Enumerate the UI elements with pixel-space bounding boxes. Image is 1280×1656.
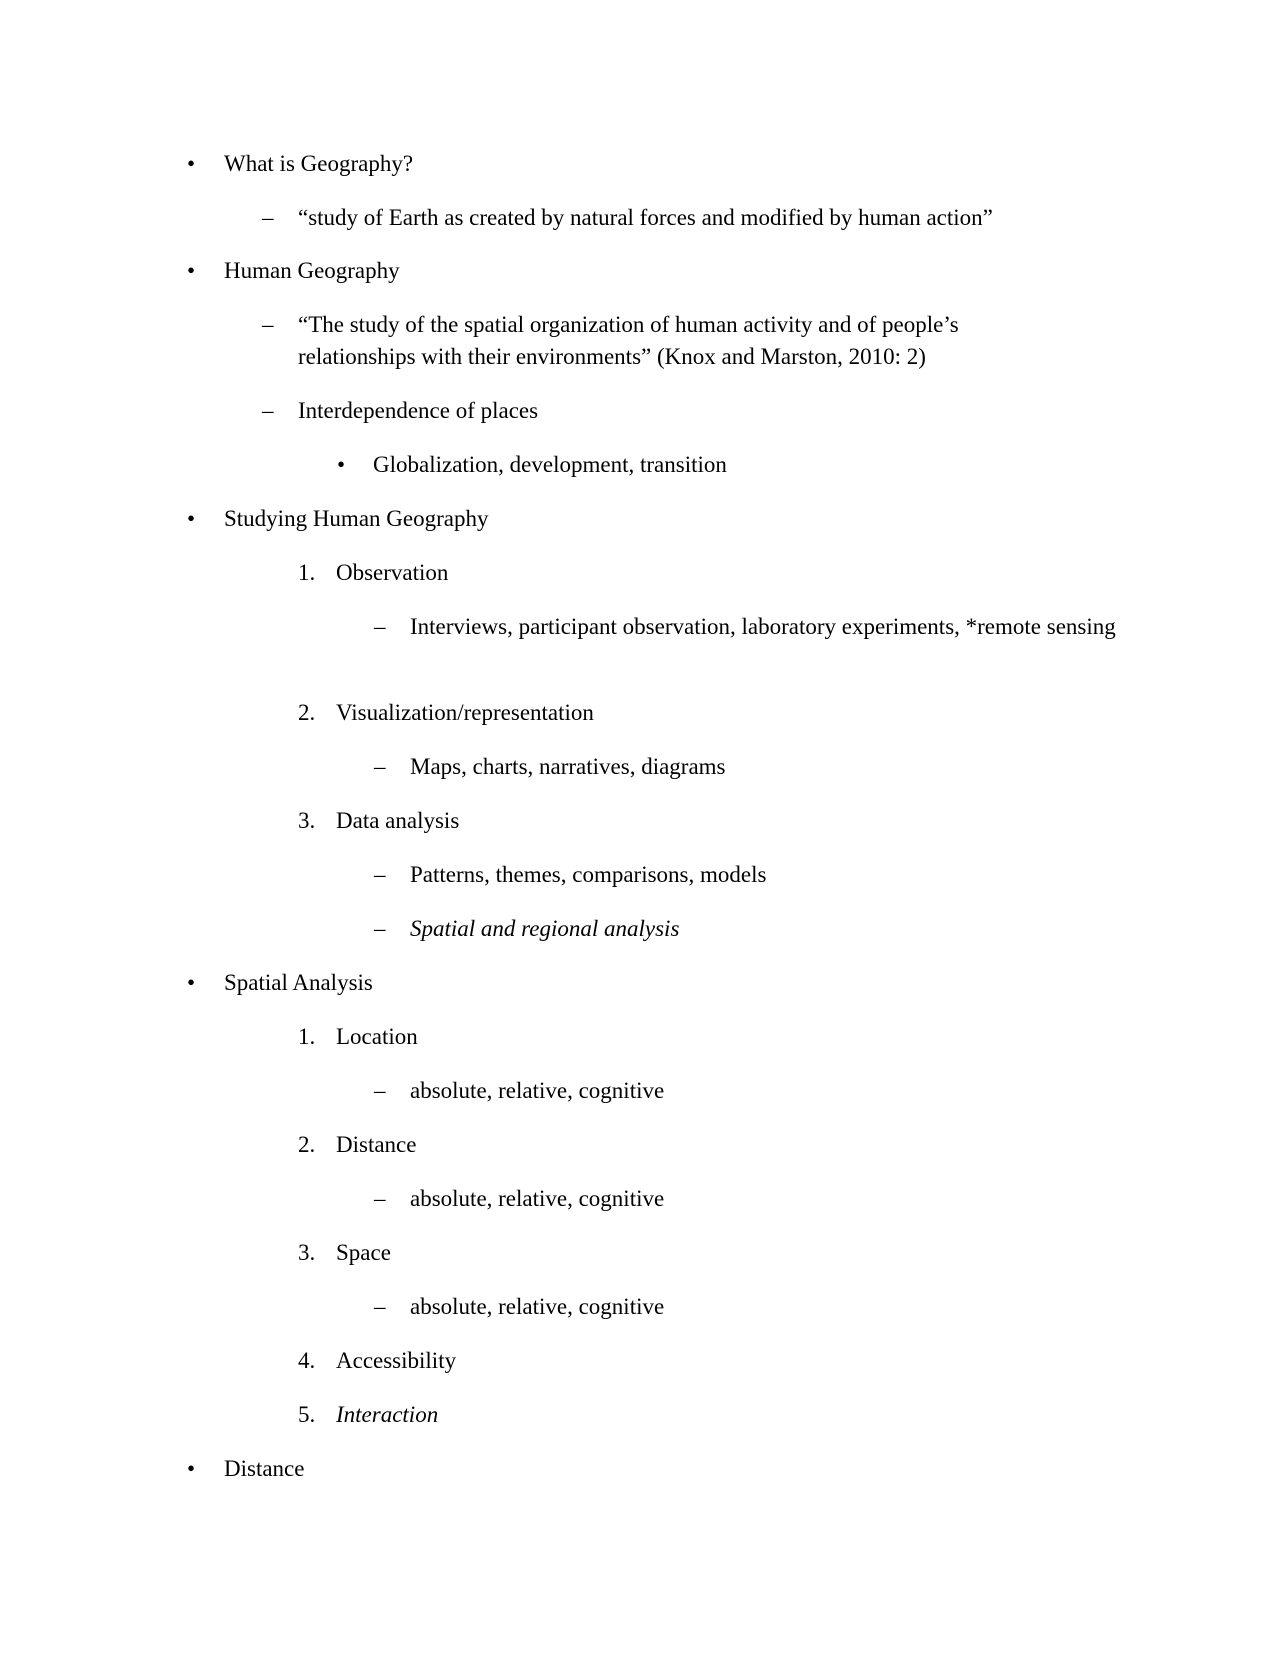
step-visualization: Visualization/representation [336,700,594,725]
dash-marker: – [374,1186,386,1211]
observation-methods: Interviews, participant observation, laboratory experiments, *remote sensing [410,614,1116,639]
geography-definition: “study of Earth as created by natural forces and modified by human action” [298,205,993,230]
concept-distance: Distance [336,1132,417,1157]
visualization-methods: Maps, charts, narratives, diagrams [410,754,726,779]
heading-studying-human-geography: Studying Human Geography [224,506,489,531]
location-types: absolute, relative, cognitive [410,1078,665,1103]
heading-distance: Distance [224,1456,305,1481]
bullet-marker: • [187,1456,196,1481]
step-number: 2. [298,700,316,725]
dash-marker: – [262,205,274,230]
spatial-regional-analysis: Spatial and regional analysis [410,916,680,941]
heading-spatial-analysis: Spatial Analysis [224,970,373,995]
concept-space: Space [336,1240,391,1265]
globalization-item: Globalization, development, transition [373,452,727,477]
dash-marker: – [374,1294,386,1319]
heading-what-is-geography: What is Geography? [224,151,414,176]
distance-types: absolute, relative, cognitive [410,1186,665,1211]
dash-marker: – [374,614,386,639]
dash-marker: – [374,916,386,941]
bullet-marker: • [187,258,196,283]
bullet-marker: • [187,970,196,995]
interdependence-of-places: Interdependence of places [298,398,539,423]
concept-interaction: Interaction [336,1402,439,1427]
sub-bullet-marker: • [337,452,346,477]
step-number: 3. [298,808,316,833]
concept-accessibility: Accessibility [336,1348,457,1373]
step-number: 2. [298,1132,316,1157]
dash-marker: – [374,1078,386,1103]
dash-marker: – [374,754,386,779]
space-types: absolute, relative, cognitive [410,1294,665,1319]
step-number: 5. [298,1402,316,1427]
dash-marker: – [262,312,274,337]
bullet-marker: • [187,151,196,176]
analysis-methods: Patterns, themes, comparisons, models [410,862,767,887]
step-data-analysis: Data analysis [336,808,460,833]
human-geography-definition: “The study of the spatial organization of human activity and of people’s relationships with their environments” (Knox and Marston, 2010: 2) [298,312,959,369]
step-number: 3. [298,1240,316,1265]
step-observation: Observation [336,560,449,585]
step-number: 1. [298,1024,316,1049]
dash-marker: – [262,398,274,423]
bullet-marker: • [187,506,196,531]
dash-marker: – [374,862,386,887]
concept-location: Location [336,1024,418,1049]
heading-human-geography: Human Geography [224,258,400,283]
step-number: 1. [298,560,316,585]
step-number: 4. [298,1348,316,1373]
